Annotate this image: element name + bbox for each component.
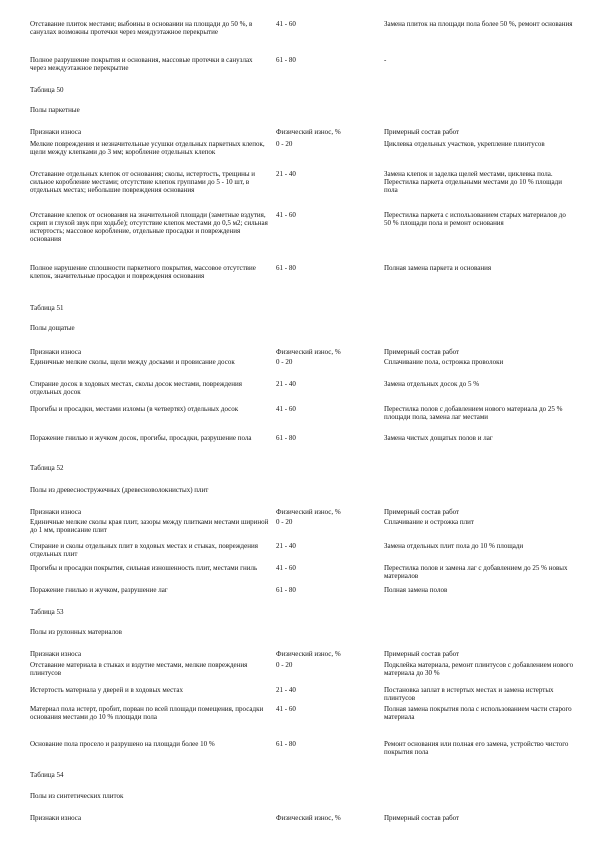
row-wear: 61 - 80 xyxy=(276,586,296,594)
row-work: Полная замена покрытия пола с использованием части старого материала xyxy=(384,705,574,721)
header-wear: Физический износ, % xyxy=(276,348,341,356)
row-desc: Поражение гнилью и жучком, разрушение лаг xyxy=(30,586,168,594)
row-desc: Полное нарушение сплошности паркетного покрытия, массовое отсутствие клепок, значительные просадки и повреждения основания xyxy=(30,264,258,280)
table-number: Таблица 52 xyxy=(30,464,64,472)
row-desc: Прогибы и просадки покрытия, сильная изношенность плит, местами гниль xyxy=(30,564,258,572)
table-number: Таблица 50 xyxy=(30,86,64,94)
row-wear: 21 - 40 xyxy=(276,542,296,550)
row-wear: 21 - 40 xyxy=(276,170,296,178)
row-wear: 61 - 80 xyxy=(276,434,296,442)
row-desc: Основание пола просело и разрушено на площади более 10 % xyxy=(30,740,215,748)
row-desc: Истертость материала у дверей и в ходовых местах xyxy=(30,686,183,694)
header-work: Примерный состав работ xyxy=(384,348,460,356)
row-work: Полная замена паркета и основания xyxy=(384,264,492,272)
table-title: Полы из древесностружечных (древесноволокнистых) плит xyxy=(30,486,209,494)
row-work: Перестилка полов с добавлением нового материала до 25 % площади пола, замена лаг местами xyxy=(384,405,565,421)
row-desc: Прогибы и просадки, местами изломы (в четвертях) отдельных досок xyxy=(30,405,239,413)
header-work: Примерный состав работ xyxy=(384,650,460,658)
row-wear: 41 - 60 xyxy=(276,405,296,413)
row-wear: 0 - 20 xyxy=(276,661,293,669)
row-work: - xyxy=(384,56,387,64)
row-work: Замена отдельных плит пола до 10 % площади xyxy=(384,542,524,550)
header-wear: Физический износ, % xyxy=(276,650,341,658)
row-work: Замена клепок и заделка щелей местами, циклевка пола. Перестилка паркета отдельными местами до 10 % площади пола xyxy=(384,170,564,194)
header-wear: Физический износ, % xyxy=(276,128,341,136)
row-desc: Поражение гнилью и жучком досок, прогибы, просадки, разрушение пола xyxy=(30,434,252,442)
row-wear: 41 - 60 xyxy=(276,20,296,28)
row-work: Ремонт основания или полная его замена, устройство чистого покрытия пола xyxy=(384,740,571,756)
header-desc: Признаки износа xyxy=(30,348,82,356)
header-work: Примерный состав работ xyxy=(384,508,460,516)
header-desc: Признаки износа xyxy=(30,650,82,658)
header-wear: Физический износ, % xyxy=(276,814,341,822)
row-work: Перестилка полов и замена лаг с добавлением до 25 % новых материалов xyxy=(384,564,570,580)
table-title: Полы паркетные xyxy=(30,106,80,114)
row-desc: Единичные мелкие сколы края плит, зазоры между плитками местами шириной до 1 мм, провисание плит xyxy=(30,518,271,534)
table-title: Полы из синтетических плиток xyxy=(30,792,124,800)
row-desc: Полное разрушение покрытия и основания, массовые протечки в санузлах через междуэтажное перекрытие xyxy=(30,56,255,72)
row-desc: Отставание отдельных клепок от основания; сколы, истертость, трещины и сильное коробление местами; отсутствие клепок группами до 5 - 10 шт, в отдельных местах; небольшие повреждения основания xyxy=(30,170,257,194)
header-desc: Признаки износа xyxy=(30,814,82,822)
row-wear: 41 - 60 xyxy=(276,564,296,572)
row-wear: 0 - 20 xyxy=(276,140,293,148)
row-desc: Мелкие повреждения и незначительные усушки отдельных паркетных клепок, щели между клепками до 3 мм; коробление отдельных клепок xyxy=(30,140,267,156)
header-work: Примерный состав работ xyxy=(384,128,460,136)
row-desc: Отставание клепок от основания на значительной площади (заметные вздутия, скрип и глухой звук при ходьбе); отсутствие клепок местами до 0,5 м2; сильная истертость; массовое коробление, отдельные просадки и повреждения основания xyxy=(30,211,270,243)
header-work: Примерный состав работ xyxy=(384,814,460,822)
table-number: Таблица 53 xyxy=(30,608,64,616)
row-work: Постановка заплат в истертых местах и замена истертых плинтусов xyxy=(384,686,556,702)
row-work: Замена чистых дощатых полов и лаг xyxy=(384,434,493,442)
row-desc: Отставание плиток местами; выбоины в основании на площади до 50 %, в санузлах возможны протечки через междуэтажное перекрытие xyxy=(30,20,255,36)
row-wear: 61 - 80 xyxy=(276,740,296,748)
row-work: Замена отдельных досок до 5 % xyxy=(384,380,480,388)
row-work: Полная замена полов xyxy=(384,586,448,594)
header-wear: Физический износ, % xyxy=(276,508,341,516)
row-work: Сплачивание пола, острожка проволоки xyxy=(384,358,504,366)
table-title: Полы дощатые xyxy=(30,324,75,332)
row-work: Перестилка паркета с использованием старых материалов до 50 % площади пола и ремонт основания xyxy=(384,211,568,227)
row-wear: 61 - 80 xyxy=(276,56,296,64)
row-desc: Стирание и сколы отдельных плит в ходовых местах и стыках, повреждения отдельных плит xyxy=(30,542,260,558)
row-wear: 41 - 60 xyxy=(276,705,296,713)
row-wear: 41 - 60 xyxy=(276,211,296,219)
row-desc: Материал пола истерт, пробит, порван по всей площади помещения, просадки основания местами до 10 % площади пола xyxy=(30,705,265,721)
row-work: Подклейка материала, ремонт плинтусов с добавлением нового материала до 30 % xyxy=(384,661,575,677)
row-wear: 0 - 20 xyxy=(276,518,293,526)
row-work: Замена плиток на площади пола более 50 %, ремонт основания xyxy=(384,20,573,28)
row-desc: Стирание досок в ходовых местах, сколы досок местами, повреждения отдельных досок xyxy=(30,380,244,396)
table-number: Таблица 51 xyxy=(30,304,64,312)
row-wear: 21 - 40 xyxy=(276,380,296,388)
row-work: Циклевка отдельных участков, укрепление плинтусов xyxy=(384,140,545,148)
row-wear: 0 - 20 xyxy=(276,358,293,366)
row-desc: Единичные мелкие сколы, щели между досками и провисание досок xyxy=(30,358,235,366)
table-title: Полы из рулонных материалов xyxy=(30,628,122,636)
row-work: Сплачивание и острожка плит xyxy=(384,518,474,526)
row-wear: 21 - 40 xyxy=(276,686,296,694)
row-wear: 61 - 80 xyxy=(276,264,296,272)
header-desc: Признаки износа xyxy=(30,508,82,516)
header-desc: Признаки износа xyxy=(30,128,82,136)
row-desc: Отставание материала в стыках и вздутие местами, мелкие повреждения плинтусов xyxy=(30,661,250,677)
table-number: Таблица 54 xyxy=(30,771,64,779)
